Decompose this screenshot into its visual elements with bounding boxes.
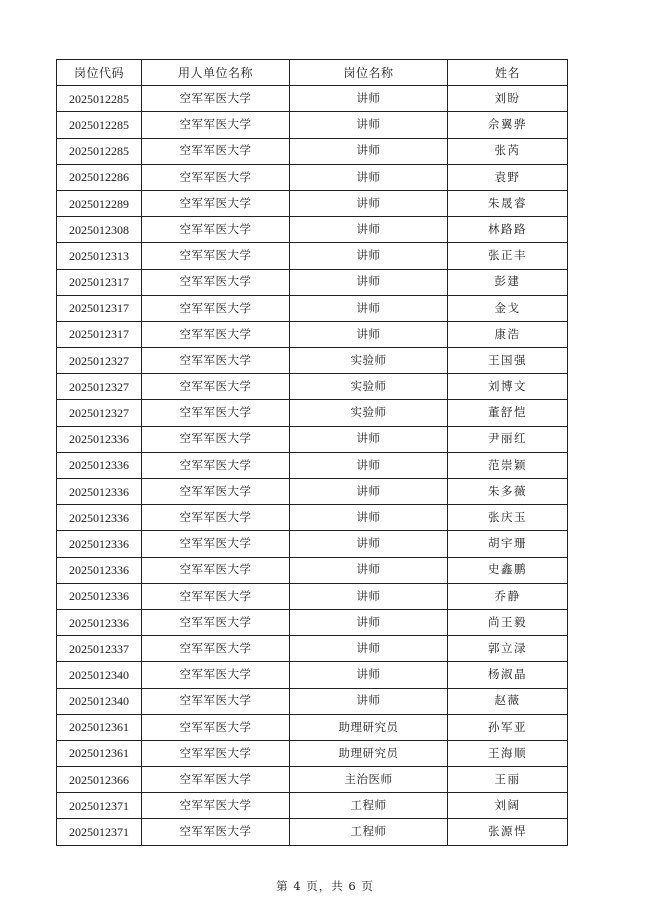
cell-position-code: 2025012317 [57,321,142,347]
cell-employer-name: 空军军医大学 [142,86,290,112]
cell-employer-name: 空军军医大学 [142,164,290,190]
cell-employer-name: 空军军医大学 [142,609,290,635]
cell-position-code: 2025012286 [57,164,142,190]
cell-position-code: 2025012336 [57,505,142,531]
cell-employer-name: 空军军医大学 [142,217,290,243]
table-row [57,190,568,216]
cell-position-name: 工程师 [290,819,448,845]
cell-person-name: 赵薇 [448,688,568,714]
cell-position-code: 2025012336 [57,609,142,635]
table-row [57,688,568,714]
cell-employer-name: 空军军医大学 [142,505,290,531]
table-row [57,217,568,243]
table-row [57,426,568,452]
cell-person-name: 史鑫鹏 [448,557,568,583]
table-row [57,86,568,112]
table-row [57,243,568,269]
cell-employer-name: 空军军医大学 [142,321,290,347]
table-row [57,662,568,688]
cell-position-name: 讲师 [290,479,448,505]
cell-position-code: 2025012337 [57,636,142,662]
cell-employer-name: 空军军医大学 [142,819,290,845]
table-row [57,583,568,609]
cell-person-name: 王国强 [448,348,568,374]
cell-position-code: 2025012327 [57,348,142,374]
table-body [57,86,568,845]
cell-position-name: 讲师 [290,452,448,478]
table-row [57,609,568,635]
cell-person-name: 张芮 [448,138,568,164]
cell-person-name: 张源悍 [448,819,568,845]
cell-employer-name: 空军军医大学 [142,531,290,557]
cell-employer-name: 空军军医大学 [142,714,290,740]
table-row [57,112,568,138]
table-row [57,531,568,557]
cell-position-name: 讲师 [290,295,448,321]
cell-person-name: 朱晟睿 [448,190,568,216]
cell-employer-name: 空军军医大学 [142,662,290,688]
cell-person-name: 金戈 [448,295,568,321]
table-row [57,479,568,505]
table-row [57,636,568,662]
table-row [57,793,568,819]
cell-position-name: 实验师 [290,374,448,400]
table-row [57,269,568,295]
cell-employer-name: 空军军医大学 [142,583,290,609]
personnel-table [56,59,568,846]
table-row [57,767,568,793]
table-row [57,740,568,766]
cell-person-name: 刘博文 [448,374,568,400]
cell-position-code: 2025012289 [57,190,142,216]
table-row [57,400,568,426]
cell-position-name: 讲师 [290,609,448,635]
cell-position-name: 讲师 [290,86,448,112]
cell-employer-name: 空军军医大学 [142,138,290,164]
header-employer-name: 用人单位名称 [142,60,290,86]
table-row [57,164,568,190]
cell-employer-name: 空军军医大学 [142,243,290,269]
cell-employer-name: 空军军医大学 [142,740,290,766]
cell-position-code: 2025012340 [57,662,142,688]
cell-person-name: 彭建 [448,269,568,295]
cell-position-code: 2025012285 [57,138,142,164]
cell-position-code: 2025012285 [57,112,142,138]
cell-person-name: 康浩 [448,321,568,347]
header-position-code: 岗位代码 [57,60,142,86]
cell-position-code: 2025012336 [57,479,142,505]
page-number: 第 4 页，共 6 页 [276,879,374,893]
cell-position-name: 讲师 [290,190,448,216]
cell-person-name: 王海顺 [448,740,568,766]
cell-position-code: 2025012317 [57,269,142,295]
cell-employer-name: 空军军医大学 [142,557,290,583]
cell-position-name: 实验师 [290,348,448,374]
cell-person-name: 佘翼骅 [448,112,568,138]
header-person-name: 姓名 [448,60,568,86]
cell-person-name: 张庆玉 [448,505,568,531]
cell-person-name: 孙军亚 [448,714,568,740]
cell-employer-name: 空军军医大学 [142,348,290,374]
cell-person-name: 刘阔 [448,793,568,819]
table-row [57,557,568,583]
cell-position-code: 2025012361 [57,714,142,740]
cell-person-name: 杨淑晶 [448,662,568,688]
cell-position-code: 2025012371 [57,793,142,819]
cell-position-code: 2025012336 [57,452,142,478]
cell-employer-name: 空军军医大学 [142,269,290,295]
cell-position-name: 讲师 [290,662,448,688]
cell-person-name: 尚王毅 [448,609,568,635]
cell-position-code: 2025012336 [57,531,142,557]
cell-position-code: 2025012308 [57,217,142,243]
cell-position-code: 2025012327 [57,374,142,400]
cell-position-code: 2025012317 [57,295,142,321]
cell-employer-name: 空军军医大学 [142,767,290,793]
cell-employer-name: 空军军医大学 [142,793,290,819]
cell-position-name: 讲师 [290,531,448,557]
cell-position-code: 2025012313 [57,243,142,269]
cell-person-name: 乔静 [448,583,568,609]
cell-position-name: 助理研究员 [290,714,448,740]
cell-position-name: 讲师 [290,557,448,583]
cell-position-name: 讲师 [290,243,448,269]
cell-position-name: 讲师 [290,164,448,190]
cell-employer-name: 空军军医大学 [142,374,290,400]
cell-person-name: 林路路 [448,217,568,243]
cell-employer-name: 空军军医大学 [142,479,290,505]
cell-position-name: 讲师 [290,505,448,531]
cell-position-code: 2025012336 [57,557,142,583]
cell-employer-name: 空军军医大学 [142,636,290,662]
table-row [57,819,568,845]
cell-position-code: 2025012336 [57,426,142,452]
table-row [57,321,568,347]
cell-employer-name: 空军军医大学 [142,295,290,321]
header-row [57,60,568,86]
cell-position-code: 2025012285 [57,86,142,112]
cell-position-name: 讲师 [290,688,448,714]
cell-employer-name: 空军军医大学 [142,190,290,216]
cell-position-name: 助理研究员 [290,740,448,766]
table-row [57,374,568,400]
cell-position-name: 讲师 [290,217,448,243]
cell-person-name: 袁野 [448,164,568,190]
header-position-name: 岗位名称 [290,60,448,86]
cell-position-name: 工程师 [290,793,448,819]
cell-employer-name: 空军军医大学 [142,452,290,478]
cell-person-name: 郭立渌 [448,636,568,662]
cell-position-name: 讲师 [290,636,448,662]
cell-position-code: 2025012371 [57,819,142,845]
table-row [57,295,568,321]
table-row [57,452,568,478]
cell-position-name: 主治医师 [290,767,448,793]
cell-employer-name: 空军军医大学 [142,112,290,138]
cell-person-name: 范崇颖 [448,452,568,478]
cell-position-name: 讲师 [290,583,448,609]
table-row [57,348,568,374]
table-header [57,60,568,86]
cell-employer-name: 空军军医大学 [142,688,290,714]
cell-position-name: 讲师 [290,112,448,138]
cell-employer-name: 空军军医大学 [142,426,290,452]
cell-person-name: 张正丰 [448,243,568,269]
cell-position-code: 2025012366 [57,767,142,793]
cell-person-name: 胡宇珊 [448,531,568,557]
cell-position-code: 2025012327 [57,400,142,426]
cell-position-code: 2025012336 [57,583,142,609]
cell-position-code: 2025012340 [57,688,142,714]
cell-person-name: 尹丽红 [448,426,568,452]
cell-person-name: 刘盼 [448,86,568,112]
cell-position-name: 讲师 [290,138,448,164]
cell-person-name: 董舒恺 [448,400,568,426]
cell-person-name: 王丽 [448,767,568,793]
table-row [57,714,568,740]
cell-person-name: 朱多薇 [448,479,568,505]
cell-position-name: 讲师 [290,269,448,295]
cell-position-name: 实验师 [290,400,448,426]
table-row [57,505,568,531]
cell-position-name: 讲师 [290,426,448,452]
cell-position-name: 讲师 [290,321,448,347]
table-row [57,138,568,164]
cell-employer-name: 空军军医大学 [142,400,290,426]
cell-position-code: 2025012361 [57,740,142,766]
